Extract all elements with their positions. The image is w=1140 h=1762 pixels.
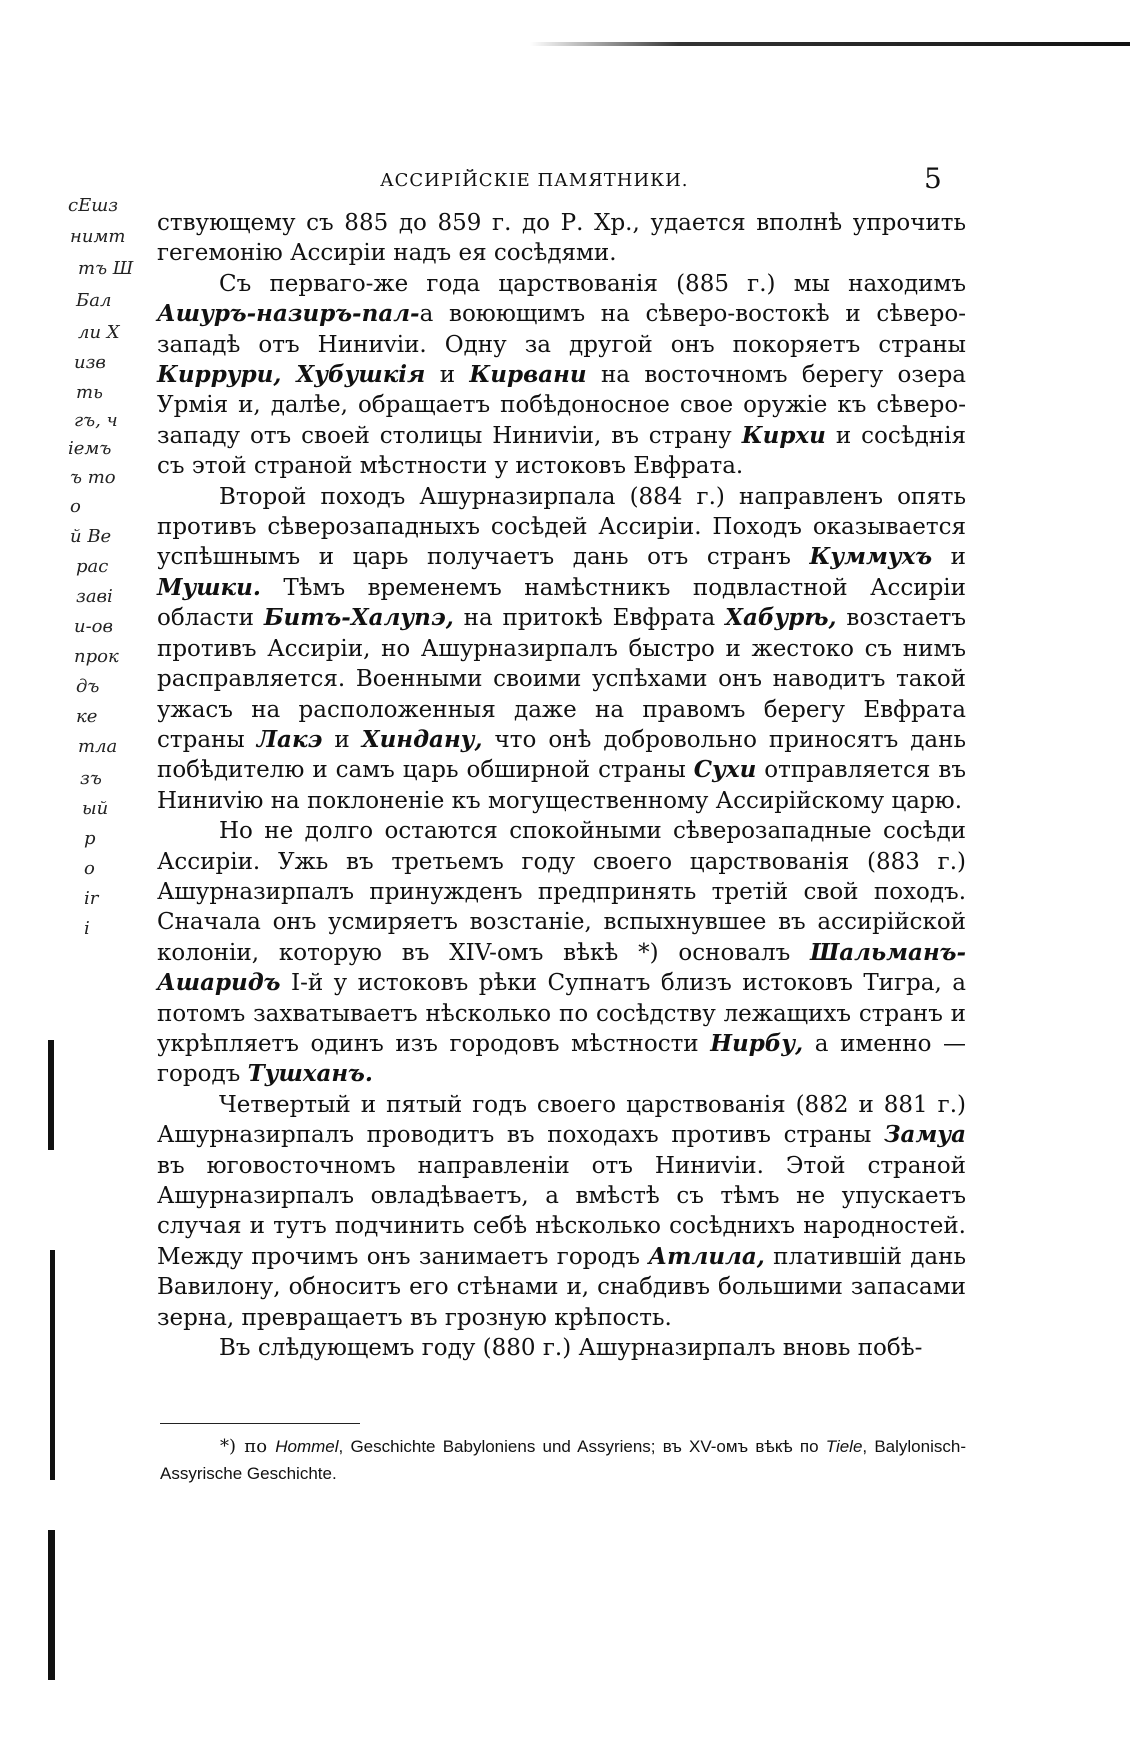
margin-fragment: і	[84, 918, 90, 939]
margin-fragment: дъ	[76, 676, 100, 697]
margin-fragment: сЕшз	[68, 195, 119, 216]
margin-fragment: и-ов	[74, 616, 113, 637]
margin-fragment: рас	[76, 556, 109, 577]
margin-edge-mark	[48, 1530, 55, 1680]
proper-name: Хиндану,	[361, 725, 483, 753]
text-run: платившій дань Вавилону, обноситъ его стѣнами и, снабдивъ большими запасами зерна, превращаетъ въ грозную крѣпость.	[157, 1243, 966, 1331]
margin-fragment: іемъ	[68, 438, 112, 459]
proper-name: Кирвани	[469, 361, 587, 389]
text-run: Четвертый и пятый годъ своего царствованія (882 и 881 г.) Ашурназирпалъ проводитъ въ походахъ противъ страны	[157, 1091, 966, 1149]
margin-fragment: ir	[84, 888, 99, 909]
proper-name: Атлила,	[648, 1242, 765, 1270]
margin-edge-mark	[48, 1040, 54, 1150]
text-run: на восточномъ берегу озера Урмія и, далѣе, обращаетъ побѣдоносное свое оружіе къ сѣверо-западу отъ своей столицы Ниниviи, въ страну	[157, 362, 966, 449]
author-name: Hommel	[275, 1437, 339, 1456]
text-run: и	[932, 544, 966, 571]
paragraph-4	[157, 816, 966, 1090]
proper-name: Хабурѣ,	[725, 604, 837, 632]
margin-fragment: ке	[76, 706, 98, 727]
proper-name: Лакэ	[256, 725, 323, 753]
margin-edge-mark	[50, 1250, 55, 1480]
margin-fragment: зъ	[80, 768, 102, 789]
text-run: а именно — городъ	[157, 1030, 967, 1088]
text-run: Тѣмъ временемъ намѣстникъ подвластной Ассиріи области	[157, 574, 966, 632]
text-run: и	[425, 362, 470, 389]
text-run: Въ слѣдующемъ году (880 г.) Ашурназирпалъ вновь побѣ-	[219, 1335, 923, 1362]
page-header	[160, 162, 966, 202]
author-name: Tiele	[825, 1437, 863, 1456]
text-run: , Geschichte Babyloniens und Assyriens; въ XV-омъ вѣкѣ по	[338, 1437, 826, 1456]
facing-page-margin	[0, 0, 134, 1762]
margin-fragment: тла	[78, 736, 118, 757]
footnote	[160, 1433, 966, 1487]
running-head: АССИРІЙСКІЕ ПАМЯТНИКИ.	[380, 170, 689, 191]
margin-fragment: тъ Ш	[78, 258, 134, 279]
text-run: I-й у истоковъ рѣки Супнатъ близъ истоковъ Тигра, а потомъ захватываетъ нѣсколько по сосѣдству лежащихъ странъ и укрѣпляетъ одинъ изъ городовъ мѣстности	[157, 970, 966, 1057]
text-run: и	[322, 726, 362, 753]
text-run: Съ перваго-же года царствованія (885 г.) мы находимъ	[219, 270, 966, 297]
margin-fragment: заві	[76, 586, 113, 607]
margin-fragment: о	[70, 496, 81, 517]
proper-name: Куммухъ	[809, 543, 933, 571]
margin-fragment: прок	[74, 646, 119, 667]
proper-name: Мушки.	[157, 573, 261, 601]
paragraph-2	[157, 269, 966, 482]
proper-name: Тушханъ.	[247, 1060, 373, 1088]
text-run: на притокѣ Евфрата	[453, 605, 726, 632]
paragraph-5	[157, 1090, 966, 1333]
proper-name: Ашуръ-назиръ-пал-	[157, 300, 420, 328]
margin-fragment: ъ то	[70, 467, 116, 488]
margin-fragment: нимт	[70, 226, 126, 247]
scan-top-edge-line	[530, 42, 1130, 46]
proper-name: Киррури, Хубушкія	[157, 361, 426, 389]
margin-fragment: гъ, ч	[74, 410, 118, 431]
margin-fragment: р	[84, 828, 96, 849]
proper-name: Шальманъ-Ашаридъ	[157, 938, 966, 997]
margin-fragment: й Ве	[70, 526, 112, 547]
proper-name: Сухи	[693, 756, 757, 784]
body-text	[157, 208, 966, 1363]
proper-name: Кирхи	[741, 421, 826, 449]
text-run: Но не долго остаются спокойными сѣверозападные сосѣди Ассиріи. Ужь въ третьемъ году своего царствованія (883 г.) Ашурназирпалъ принужденъ предпринять третій свой походъ. Сначала онъ усмиряетъ возстаніе, вспыхнувшее въ ассирійской колоніи, которую въ XIV-омъ вѣкѣ *) основалъ	[157, 818, 966, 966]
margin-fragment: ый	[82, 798, 109, 819]
text-run: *) по	[220, 1436, 276, 1457]
text-run: Второй походъ Ашурназирпала (884 г.) направленъ опять противъ сѣверозападныхъ сосѣдей Ассиріи. Походъ оказывается успѣшнымъ и царь получаетъ дань отъ странъ	[157, 483, 966, 571]
margin-fragment: о	[84, 858, 95, 879]
text-run: что онѣ добровольно приносятъ дань побѣдителю и самъ царь обширной страны	[157, 726, 966, 784]
text-run: , Balylonisch-Assyrische Geschichte.	[160, 1437, 966, 1483]
paragraph-1	[157, 208, 966, 269]
margin-fragment: Бал	[76, 290, 112, 311]
margin-fragment: ть	[76, 382, 103, 403]
text-run: ствующему съ 885 до 859 г. до Р. Хр., удается вполнѣ упрочить гегемонію Ассиріи надъ ея сосѣдями.	[157, 210, 966, 267]
margin-fragment: ли Х	[78, 322, 120, 343]
text-run: отправляется въ Ниниvію на поклоненіе къ могущественному Ассирійскому царю.	[157, 757, 966, 814]
text-run: возстаетъ противъ Ассиріи, но Ашурназирпалъ быстро и жестоко съ нимъ расправляется. Военными своими успѣхами онъ наводитъ такой ужасъ на расположенныя даже на правомъ берегу Евфрата страны	[157, 605, 966, 753]
footnote-text	[160, 1433, 966, 1487]
proper-name: Замуа	[883, 1121, 966, 1149]
proper-name: Битъ-Халупэ,	[263, 604, 454, 632]
paragraph-3	[157, 482, 966, 816]
page-number: 5	[924, 162, 942, 195]
margin-fragment: изв	[74, 352, 106, 373]
proper-name: Нирбу,	[710, 1029, 804, 1057]
paragraph-6	[157, 1333, 966, 1363]
text-run: и сосѣднія съ этой страной мѣстности у истоковъ Евфрата.	[157, 422, 966, 480]
text-run: а воюющимъ на сѣверо-востокѣ и сѣверо-западѣ отъ Ниниviи. Одну за другой онъ покоряетъ страны	[157, 301, 966, 358]
text-run: въ юговосточномъ направленіи отъ Ниниviи. Этой страной Ашурназирпалъ овладѣваетъ, а вмѣстѣ съ тѣмъ не упускаетъ случая и тутъ подчинить себѣ нѣсколько сосѣднихъ народностей. Между прочимъ онъ занимаетъ городъ	[157, 1152, 966, 1270]
footnote-rule	[160, 1423, 360, 1424]
